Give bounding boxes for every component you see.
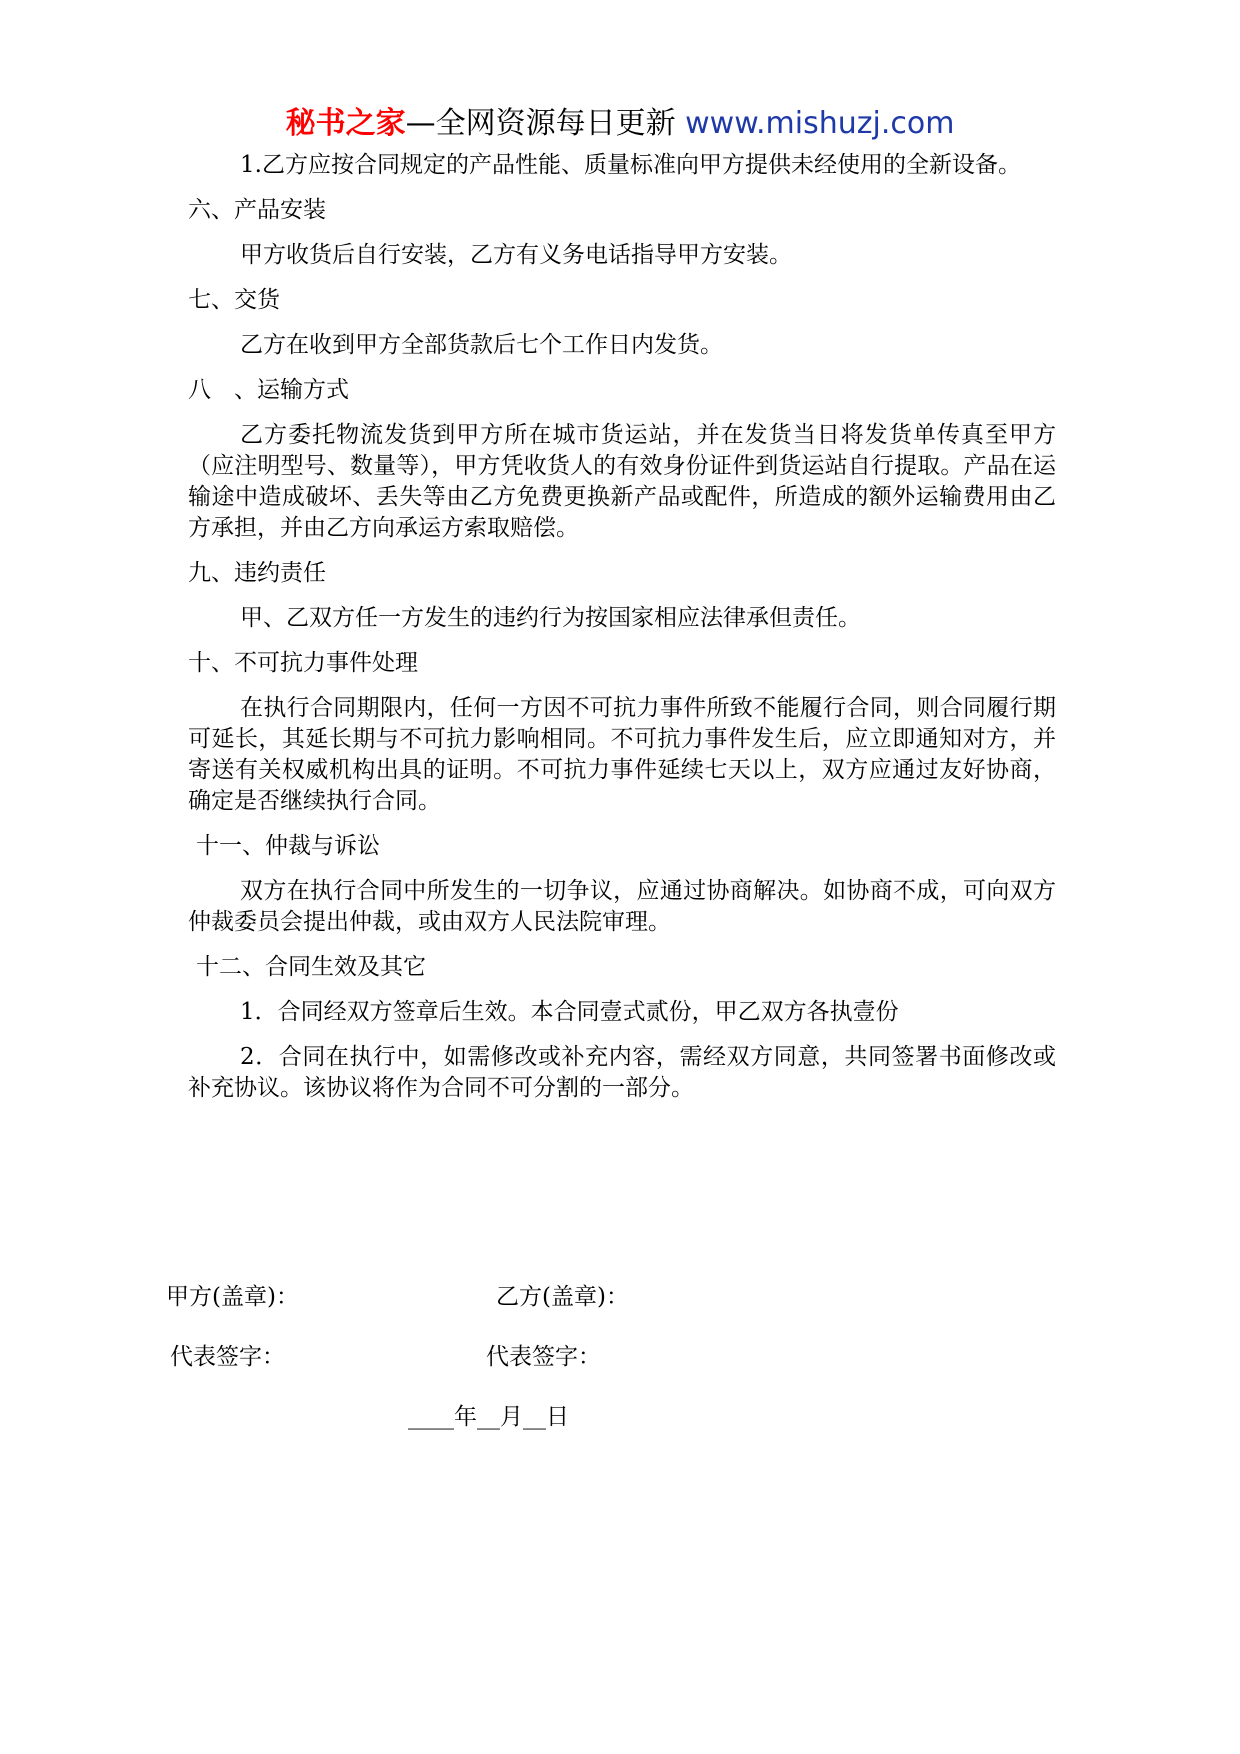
party-a-representative-label: 代表签字： (170, 1344, 285, 1370)
site-header (0, 104, 1240, 144)
section-text-7: 乙方在收到甲方全部货款后七个工作日内发货。 (240, 332, 723, 358)
section-heading-6: 六、产品安装 (188, 197, 326, 223)
contract-body (188, 150, 1056, 1118)
section-heading-9: 九、违约责任 (188, 560, 326, 586)
party-a-seal-label: 甲方(盖章)： (166, 1284, 299, 1310)
section-heading-7: 七、交货 (188, 287, 280, 313)
site-tagline: —全网资源每日更新 (405, 106, 676, 141)
section-text-12-item-2: 2．合同在执行中，如需修改或补充内容，需经双方同意，共同签署书面修改或补充协议。该协议将作为合同不可分割的一部分。 (188, 1044, 1056, 1101)
section-heading-11: 十一、仲裁与诉讼 (196, 833, 380, 859)
party-b-representative-label: 代表签字： (486, 1344, 601, 1370)
section-text-8: 乙方委托物流发货到甲方所在城市货运站，并在发货当日将发货单传真至甲方（应注明型号、数量等），甲方凭收货人的有效身份证件到货运站自行提取。产品在运输途中造成破坏、丢失等由乙方免费更换新产品或配件，所造成的额外运输费用由乙方承担，并由乙方向承运方索取赔偿。 (188, 422, 1056, 541)
section-heading-12: 十二、合同生效及其它 (196, 954, 426, 980)
date-line: ____年__月__日 (408, 1404, 569, 1430)
section-text-6: 甲方收货后自行安装，乙方有义务电话指导甲方安装。 (240, 242, 792, 268)
site-brand: 秘书之家 (285, 106, 406, 141)
section-heading-10: 十、不可抗力事件处理 (188, 650, 418, 676)
site-url[interactable]: www.mishuzj.com (685, 106, 955, 141)
section-text-9: 甲、乙双方任一方发生的违约行为按国家相应法律承但责任。 (240, 605, 861, 631)
section-text-11: 双方在执行合同中所发生的一切争议，应通过协商解决。如协商不成，可向双方仲裁委员会提出仲裁，或由双方人民法院审理。 (188, 878, 1056, 935)
party-b-seal-label: 乙方(盖章)： (496, 1284, 629, 1310)
section-text-10: 在执行合同期限内，任何一方因不可抗力事件所致不能履行合同，则合同履行期可延长，其延长期与不可抗力影响相同。不可抗力事件发生后，应立即通知对方，并寄送有关权威机构出具的证明。不可抗力事件延续七天以上，双方应通过友好协商，确定是否继续执行合同。 (188, 695, 1056, 814)
clause-5-item-1: 1.乙方应按合同规定的产品性能、质量标准向甲方提供未经使用的全新设备。 (240, 152, 1021, 178)
section-heading-8: 八 、运输方式 (188, 377, 349, 403)
section-text-12-item-1: 1．合同经双方签章后生效。本合同壹式贰份，甲乙双方各执壹份 (240, 999, 899, 1025)
